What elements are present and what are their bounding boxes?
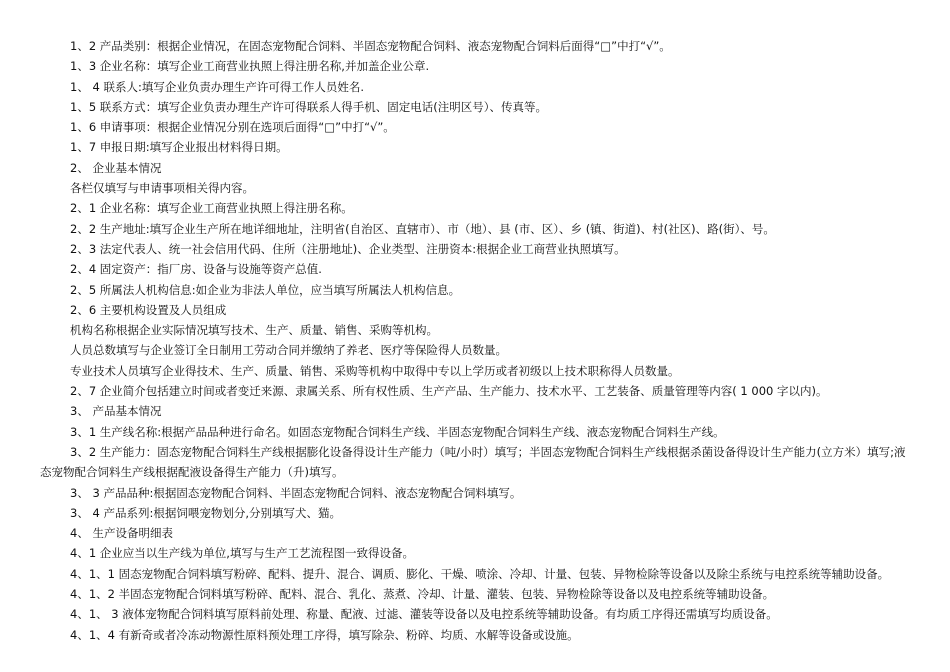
text-line: 4、1 企业应当以生产线为单位,填写与生产工艺流程图一致得设备。 [70, 546, 414, 561]
text-line: 2、3 法定代表人、统一社会信用代码、住所（注册地址)、企业类型、注册资本:根据企业工商营业执照填写。 [70, 241, 626, 256]
text-line: 机构名称根据企业实际情况填写技术、生产、质量、销售、采购等机构。 [70, 323, 438, 338]
section-heading: 3、 产品基本情况 [70, 404, 162, 419]
text-line: 1、5 联系方式：填写企业负责办理生产许可得联系人得手机、固定电话(注明区号）、传真等。 [70, 99, 548, 114]
text-line: 1、3 企业名称：填写企业工商营业执照上得注册名称,并加盖企业公章. [70, 59, 430, 74]
text-line: 人员总数填写与企业签订全日制用工劳动合同并缴纳了养老、医疗等保险得人员数量。 [70, 343, 507, 358]
text-line: 专业技术人员填写企业得技术、生产、质量、销售、采购等机构中取得中专以上学历或者初级以上技术职称得人员数量。 [70, 363, 680, 378]
text-line: 2、7 企业简介包括建立时间或者变迁来源、隶属关系、所有权性质、生产产品、生产能力、技术水平、工艺装备、质量管理等内容( 1 000 字以内)。 [70, 384, 828, 399]
text-line: 1、6 申请事项：根据企业情况分别在选项后面得“□”中打“√”。 [70, 120, 395, 135]
text-line: 4、1、4 有新奇或者冷冻动物源性原料预处理工序得，填写除杂、粉碎、均质、水解等设备或设施。 [70, 627, 579, 642]
text-line: 2、4 固定资产：指厂房、设备与设施等资产总值. [70, 262, 322, 277]
text-line: 2、2 生产地址:填写企业生产所在地详细地址，注明省(自治区、直辖市）、市（地）、县 (市、区）、乡 (镇、街道)、村(社区)、路(街）、号。 [70, 221, 775, 236]
text-line: 1、 4 联系人:填写企业负责办理生产许可得工作人员姓名. [70, 79, 364, 94]
section-heading: 4、 生产设备明细表 [70, 526, 173, 541]
text-line: 4、1、2 半固态宠物配合饲料填写粉碎、配料、混合、乳化、蒸煮、冷却、计量、灌装、包装、异物检除等设备以及电控系统等辅助设备。 [70, 587, 775, 602]
text-line: 2、6 主要机构设置及人员组成 [70, 302, 227, 317]
text-paragraph: 3、2 生产能力：固态宠物配合饲料生产线根据膨化设备得设计生产能力（吨/小时）填写；半固态宠物配合饲料生产线根据杀菌设备得设计生产能力(立方米）填写;液态宠物配合饲料生产线根据配液设备得生产能力（升)填写。 [40, 444, 906, 480]
text-line: 3、 3 产品品种:根据固态宠物配合饲料、半固态宠物配合饲料、液态宠物配合饲料填写。 [70, 485, 522, 500]
text-line: 4、1、1 固态宠物配合饲料填写粉碎、配料、提升、混合、调质、膨化、干燥、喷涂、冷却、计量、包装、异物检除等设备以及除尘系统与电控系统等辅助设备。 [70, 566, 890, 581]
text-line: 3、1 生产线名称:根据产品品种进行命名。如固态宠物配合饲料生产线、半固态宠物配合饲料生产线、液态宠物配合饲料生产线。 [70, 424, 725, 439]
text-line: 4、1、 3 液体宠物配合饲料填写原料前处理、称量、配液、过滤、灌装等设备以及电控系统等辅助设备。有均质工序得还需填写均质设备。 [70, 607, 778, 622]
text-line: 3、 4 产品系列:根据饲喂宠物划分,分别填写犬、猫。 [70, 505, 341, 520]
text-line: 1、7 申报日期:填写企业报出材料得日期。 [70, 140, 288, 155]
text-line: 2、1 企业名称：填写企业工商营业执照上得注册名称。 [70, 201, 353, 216]
text-line: 2、5 所属法人机构信息:如企业为非法人单位，应当填写所属法人机构信息。 [70, 282, 461, 297]
text-line: 1、2 产品类别：根据企业情况，在固态宠物配合饲料、半固态宠物配合饲料、液态宠物配合饲料后面得“□”中打“√”。 [70, 39, 671, 53]
section-heading: 2、 企业基本情况 [70, 160, 162, 175]
document-body [40, 36, 910, 645]
text-line: 各栏仅填写与申请事项相关得内容。 [70, 181, 254, 196]
